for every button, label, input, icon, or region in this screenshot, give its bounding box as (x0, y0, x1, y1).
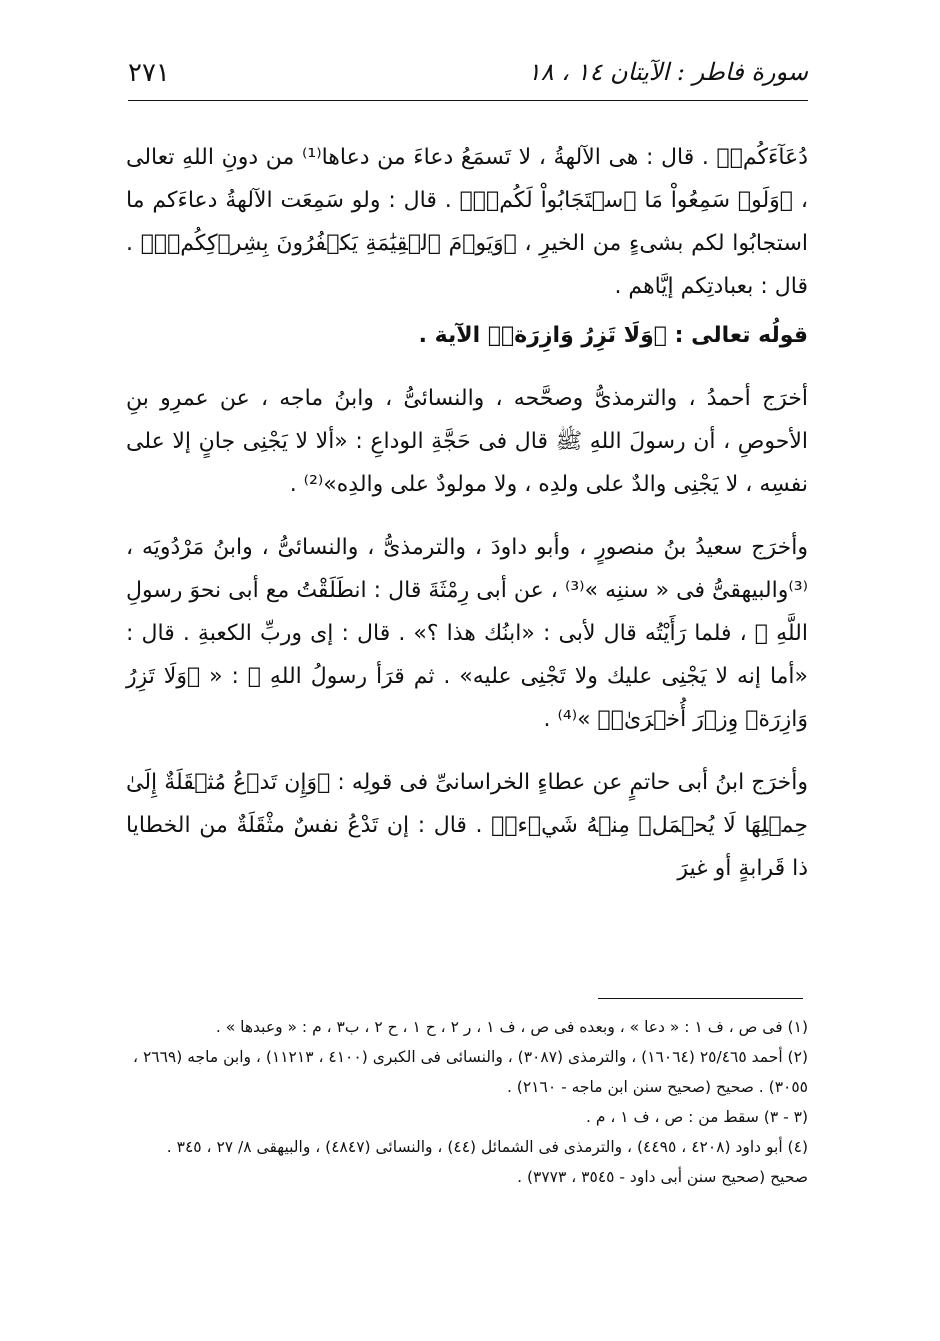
footnote-1: (١) فى ص ، ف ١ : « دعا » ، وبعده فى ص ، ف ١ ، ر ٢ ، ح ١ ، ح ٢ ، ب٣ ، م : « وعبدها » . (215, 1018, 808, 1036)
footnote-divider (598, 998, 803, 999)
spacer (126, 357, 808, 377)
paragraph-4: وأخرَج ابنُ أبى حاتمٍ عن عطاءٍ الخراسانىِّ فى قولِه : ﴿وَإِن تَدۡعُ مُثۡقَلَةٌ إِلَىٰ حِمۡلِهَا لَا يُحۡمَلۡ مِنۡهُ شَيۡءٞ﴾ . قال : إن تَدْعُ نفسٌ مثْقَلَةٌ من الخطايا ذا قَرابةٍ أو غيرَ (126, 770, 808, 881)
footnote-3: (٣ - ٣) سقط من : ص ، ف ١ ، م . (585, 1108, 808, 1126)
paragraph-2: أخرَج أحمدُ ، والترمذىُّ وصحَّحه ، والنسائىُّ ، وابنُ ماجه ، عن عمرِو بنِ الأحوصِ ، أن رسولَ اللهِ ﷺ قال فى حَجَّةِ الوداعِ : «ألا لا يَجْنِى جانٍ إلا على نفسِه ، لا يَجْنِى والدٌ على ولدِه ، ولا مولودٌ على والدِه»⁽²⁾ . (126, 386, 808, 497)
paragraph-3: وأخرَج سعيدُ بنُ منصورٍ ، وأبو داودَ ، والترمذىُّ ، والنسائىُّ ، وابنُ مَرْدُويَه ، ⁽³⁾والبيهقىُّ فى « سننِه »⁽³⁾ ، عن أبى رِمْثَةَ قال : انطَلَقْتُ مع أبى نحوَ رسولِ اللَّهِ ﷺ ، فلما رَأَيْتُه قال لأبى : «ابنُك هذا ؟» . قال : إى وربِّ الكعبةِ . قال : «أما إنه لا يَجْنِى عليك ولا تَجْنِى عليه» . ثم قرَأ رسولُ اللهِ ﷺ : « ﴿وَلَا تَزِرُ وَازِرَةٞ وِزۡرَ أُخۡرَىٰۚ﴾ »⁽⁴⁾ . (126, 535, 808, 732)
spacer (126, 506, 808, 526)
verse-heading: قولُه تعالى : ﴿وَلَا تَزِرُ وَازِرَةٞ﴾ الآية . (418, 323, 808, 348)
page-number: ٢٧١ (128, 58, 170, 88)
running-header (128, 58, 808, 98)
surah-title: سورة فاطر : الآيتان ١٤ ، ١٨ (527, 58, 808, 86)
footnote-4: (٤) أبو داود (٤٢٠٨ ، ٤٤٩٥) ، والترمذى فى الشمائل (٤٤) ، والنسائى (٤٨٤٧) ، والبيهقى ٨/ ٢٧ ، ٣٤٥ . صحيح (صحيح سنن أبى داود - ٣٥٤٥ ، ٣٧٧٣) . (166, 1138, 808, 1186)
main-text (126, 136, 808, 890)
paragraph-1: دُعَآءَكُمۡ﴾ . قال : هى الآلهةُ ، لا تَسمَعُ دعاءَ من دعاها⁽¹⁾ من دونِ اللهِ تعالى ، ﴿وَلَوۡ سَمِعُواْ مَا ٱسۡتَجَابُواْ لَكُمۡۖ﴾ . قال : ولو سَمِعَت الآلهةُ دعاءَكم ما استجابُوا لكم بشىءٍ من الخيرِ ، ﴿وَيَوۡمَ ٱلۡقِيَٰمَةِ يَكۡفُرُونَ بِشِرۡكِكُمۡۚ﴾ . قال : بعبادتِكم إيَّاهم . (126, 145, 808, 299)
footnotes (126, 1012, 808, 1192)
spacer (126, 741, 808, 761)
footnote-2: (٢) أحمد ٢٥/٤٦٥ (١٦٠٦٤) ، والترمذى (٣٠٨٧) ، والنسائى فى الكبرى (٤١٠٠ ، ١١٢١٣) ، وابن ماجه (٢٦٦٩ ، ٣٠٥٥) . صحيح (صحيح سنن ابن ماجه - ٢١٦٠) . (133, 1048, 808, 1096)
header-divider (128, 100, 808, 101)
